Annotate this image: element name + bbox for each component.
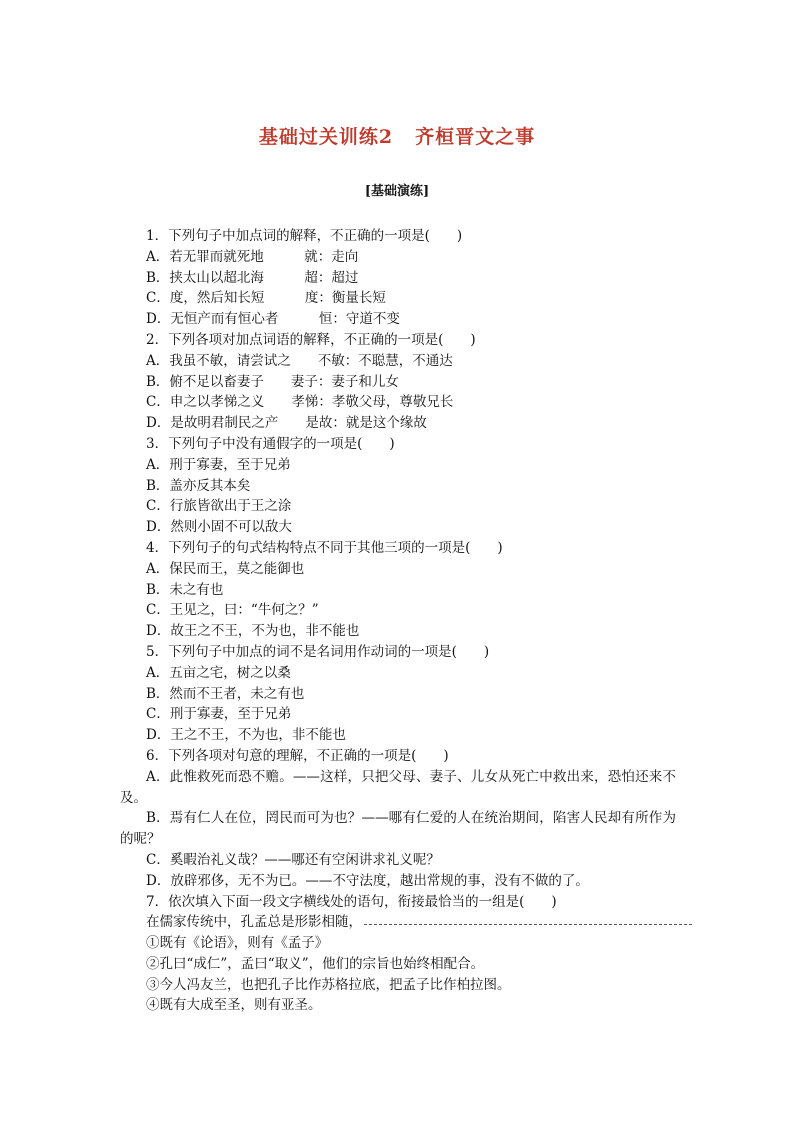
question-6-option-b: B．焉有仁人在位，罔民而可为也？——哪有仁爱的人在统治期间，陷害人民却有所作为的呢？ (120, 810, 676, 848)
question-6-option-d: D．放辟邪侈，无不为已。——不守法度，越出常规的事，没有不做的了。 (146, 872, 589, 889)
question-4-option-b: B．未之有也 (146, 581, 224, 598)
question-1-option-c: C．度，然后知长短 度：衡量长短 (146, 290, 386, 307)
question-5-option-a: A．五亩之宅，树之以桑 (146, 664, 291, 681)
question-7-sentence-1: ①既有《论语》，则有《孟子》 (146, 935, 329, 952)
question-6-option-c: C．奚暇治礼义哉？——哪还有空闲讲求礼义呢？ (146, 851, 440, 868)
question-3-option-c: C．行旅皆欲出于王之涂 (146, 498, 292, 515)
question-6-option-a: A．此惟救死而恐不赡。——这样，只把父母、妻子、儿女从死亡中救出来，恐怕还来不及。 (120, 768, 676, 806)
question-5-stem: 5．下列句子中加点的词不是名词用作动词的一项是( ) (146, 643, 490, 660)
question-3-option-b: B．盖亦反其本矣 (146, 477, 251, 494)
question-1-stem: 1．下列句子中加点词的解释，不正确的一项是( ) (146, 228, 463, 244)
question-2-option-d: D．是故明君制民之产 是故：就是这个缘故 (146, 415, 427, 432)
question-1-option-a: A．若无罪而就死地 就：走向 (146, 248, 359, 265)
questions-body (120, 226, 676, 1016)
fill-blank-line (364, 923, 692, 925)
question-3-option-d: D．然则小固不可以敌大 (146, 519, 292, 536)
question-1-option-b: B．挟太山以超北海 超：超过 (146, 269, 359, 286)
question-2-option-c: C．申之以孝悌之义 孝悌：孝敬父母，尊敬兄长 (146, 394, 454, 411)
question-4-stem: 4．下列句子的句式结构特点不同于其他三项的一项是( ) (146, 539, 503, 556)
question-2-option-a: A．我虽不敏，请尝试之 不敏：不聪慧，不通达 (146, 352, 453, 369)
question-7-sentence-2: ②孔曰“成仁”，孟曰“取义”，他们的宗旨也始终相配合。 (146, 955, 485, 972)
question-7-sentence-4: ④既有大成至圣，则有亚圣。 (146, 997, 322, 1014)
page-title (0, 122, 794, 149)
question-4-option-d: D．故王之不王，不为也，非不能也 (146, 623, 360, 640)
question-7-lead (120, 912, 676, 933)
question-3-stem: 3．下列句子中没有通假字的一项是( ) (146, 435, 395, 452)
question-6-stem: 6．下列各项对句意的理解，不正确的一项是( ) (146, 747, 449, 764)
question-7-stem: 7．依次填入下面一段文字横线处的语句，衔接最恰当的一组是( ) (146, 893, 557, 910)
question-7-sentence-3: ③今人冯友兰，也把孔子比作苏格拉底，把孟子比作柏拉图。 (146, 976, 511, 993)
question-2-stem: 2．下列各项对加点词语的解释，不正确的一项是( ) (146, 331, 476, 348)
section-heading: [基础演练] (364, 184, 430, 199)
title-main: 基础过关训练2 (258, 126, 394, 148)
question-3-option-a: A．刑于寡妻，至于兄弟 (146, 456, 291, 473)
question-5-option-b: B．然而不王者，未之有也 (146, 685, 305, 702)
question-4-option-a: A．保民而王，莫之能御也 (146, 560, 305, 577)
question-4-option-c: C．王见之，曰：“牛何之？” (146, 602, 319, 619)
question-2-option-b: B．俯不足以畜妻子 妻子：妻子和儿女 (146, 373, 399, 390)
question-1-option-d: D．无恒产而有恒心者 恒：守道不变 (146, 311, 400, 328)
question-7-lead-text: 在儒家传统中，孔孟总是形影相随， (146, 914, 362, 931)
question-5-option-c: C．刑于寡妻，至于兄弟 (146, 706, 292, 723)
title-sub: 齐桓晋文之事 (415, 126, 536, 148)
question-5-option-d: D．王之不王，不为也，非不能也 (146, 727, 346, 744)
